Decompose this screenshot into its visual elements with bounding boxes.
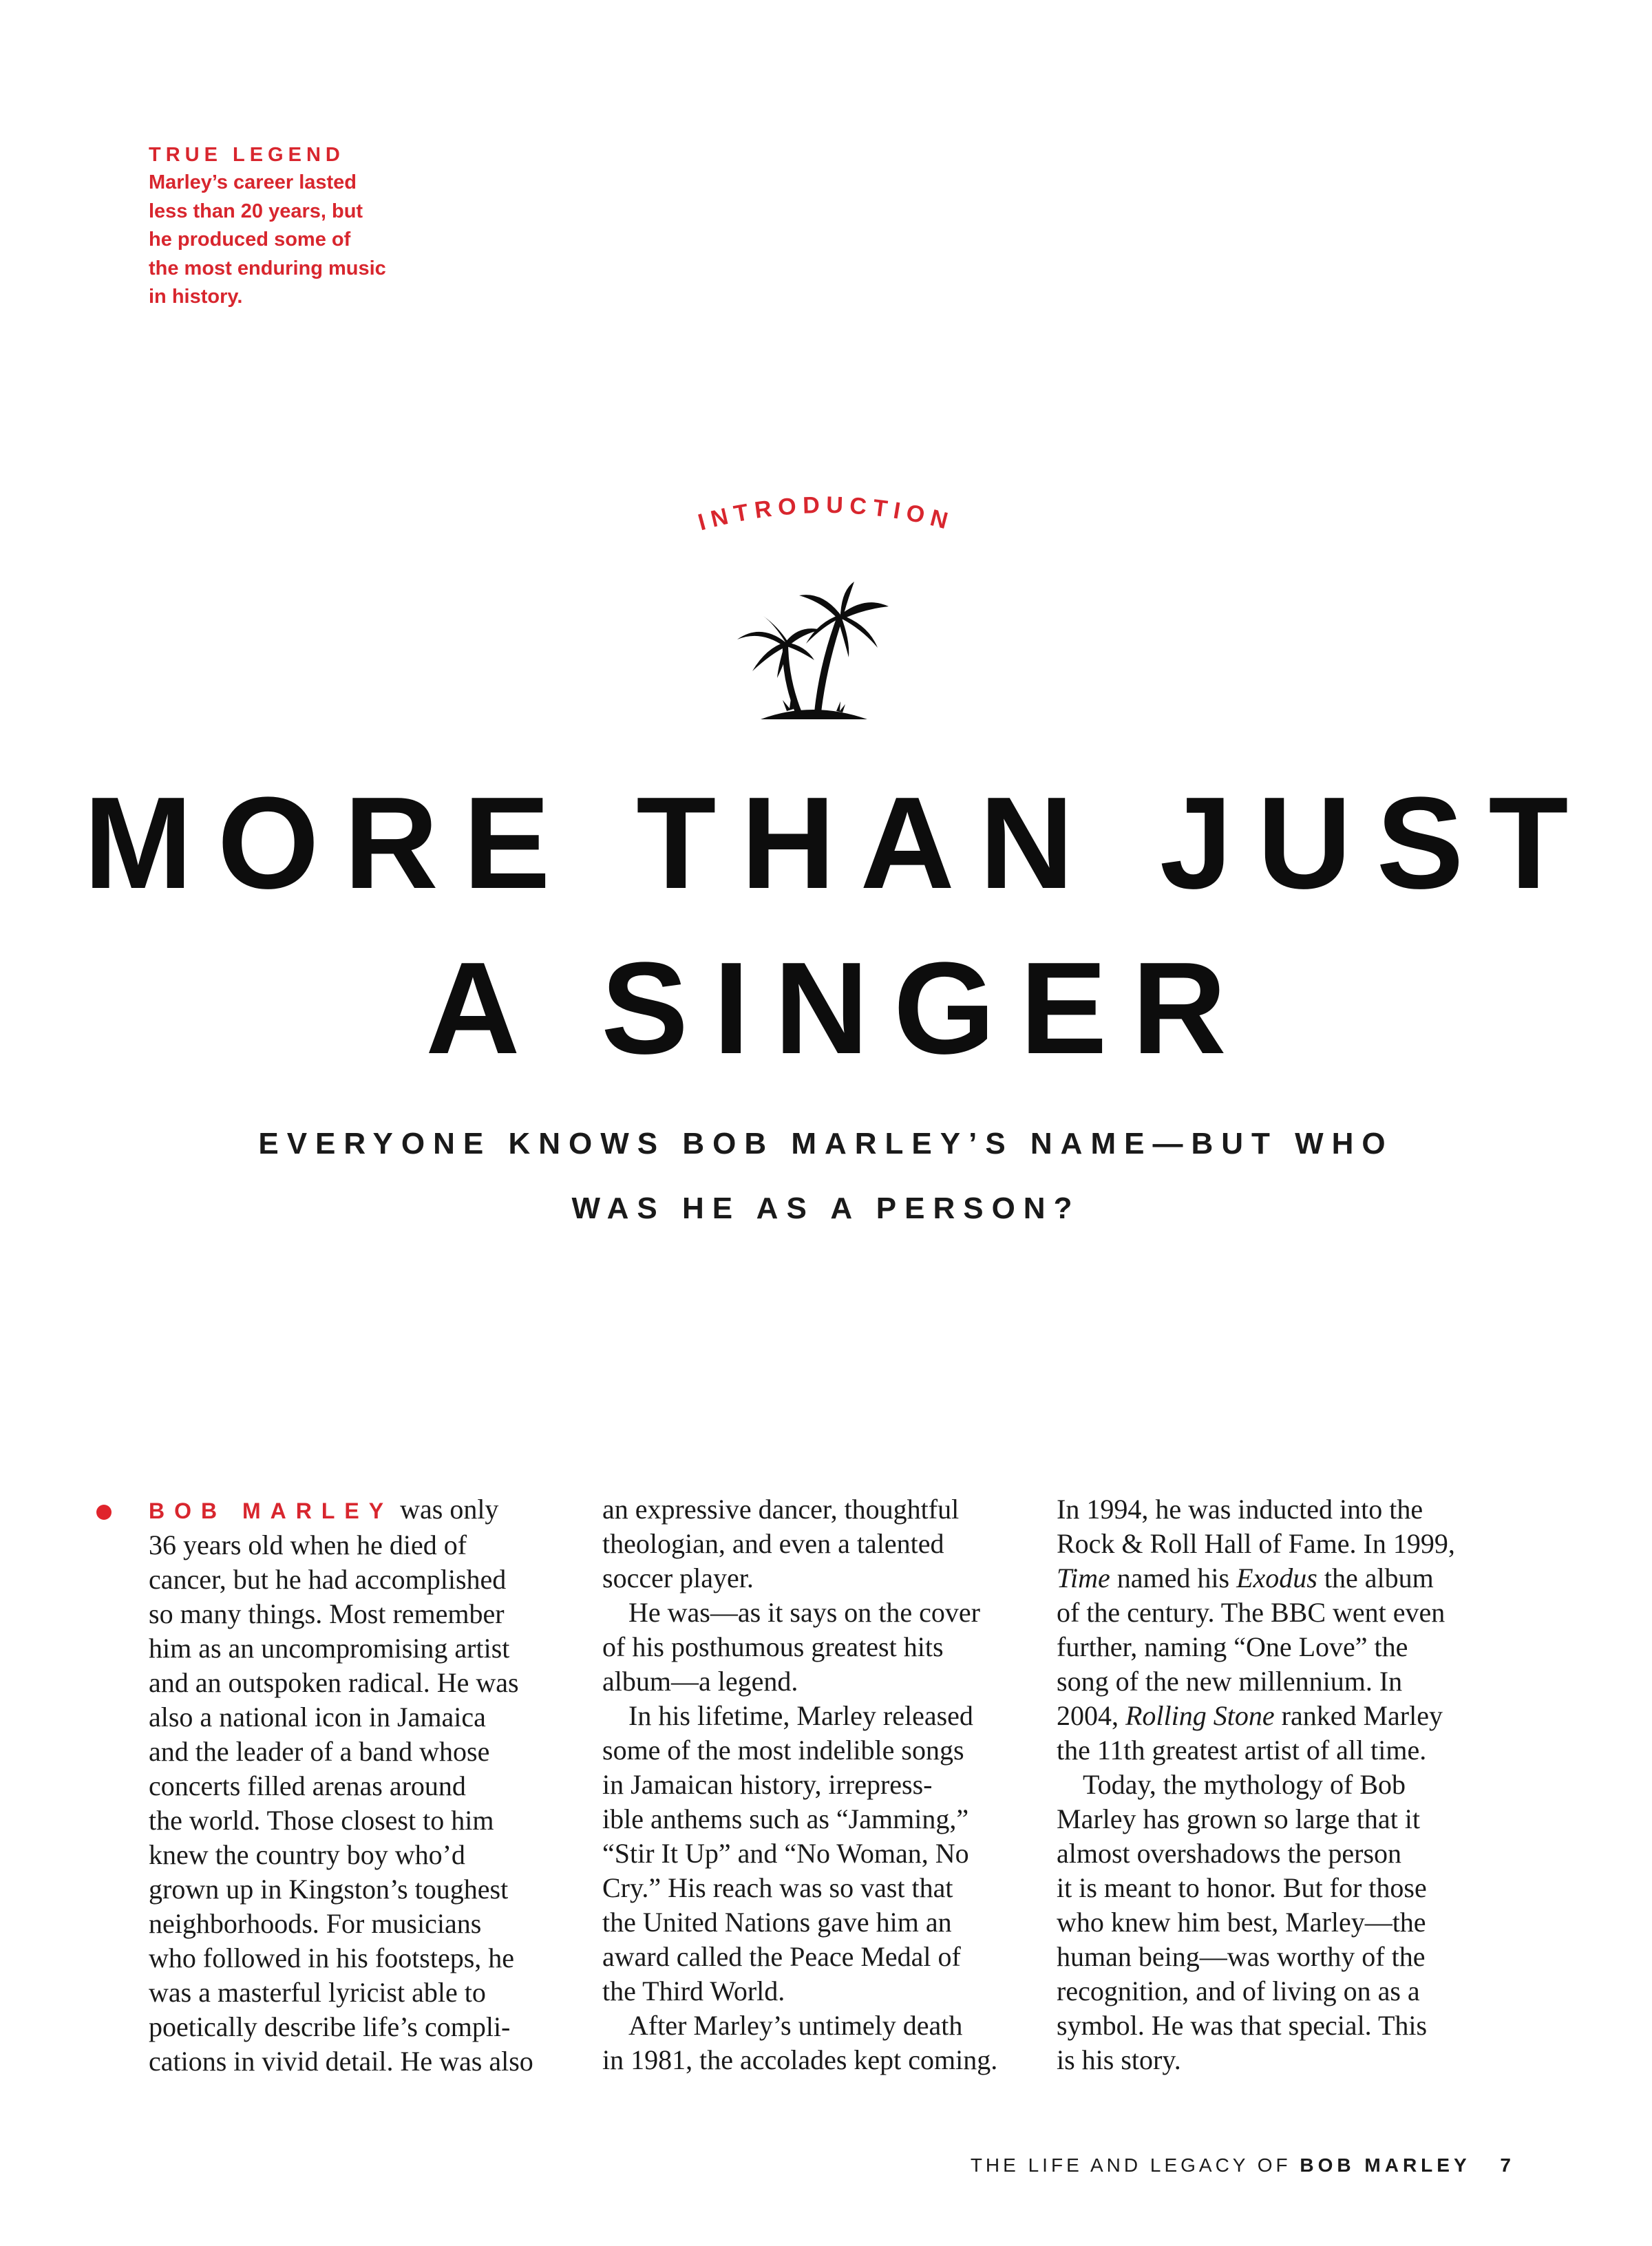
body-line: human being—was worthy of the [1057,1941,1426,1972]
body-line: the world. Those closest to him [149,1805,494,1836]
body-line [1057,1561,1476,1596]
body-line: concerts filled arenas around [149,1770,466,1801]
body-line: the 11th greatest artist of all time. [1057,1735,1427,1766]
body-line: the Third World. [602,1975,785,2006]
magazine-title: Rolling Stone [1125,1700,1275,1731]
body-line: grown up in Kingston’s toughest [149,1874,509,1905]
caption-line: he produced some of [149,229,351,251]
body-line: neighborhoods. For musicians [149,1908,482,1939]
magazine-title: Time [1057,1562,1110,1593]
deck-subtitle [0,1112,1652,1241]
body-line: song of the new millennium. In [1057,1666,1403,1697]
body-line: was a masterful lyricist able to [149,1977,486,2008]
section-label-text: INTRODUCTION [695,491,957,536]
body-line: In 1994, he was inducted into the [1057,1494,1423,1525]
body-line: is his story. [1057,2044,1181,2075]
section-label [620,454,1032,558]
body-text: named his [1110,1562,1237,1593]
body-line: soccer player. [602,1562,754,1593]
caption-line: Marley’s career lasted [149,171,357,193]
body-column-3 [1057,1492,1476,2077]
body-line: “Stir It Up” and “No Woman, No [602,1838,969,1869]
photo-caption [149,141,445,312]
body-line: it is meant to honor. But for those [1057,1872,1427,1903]
palm-trees-icon [733,582,891,726]
footer-prefix: THE LIFE AND LEGACY OF [970,2154,1291,2176]
headline-line-2: A SINGER [425,935,1251,1081]
body-line: of his posthumous greatest hits [602,1631,944,1662]
body-line: in Jamaican history, irrepress- [602,1769,933,1800]
lead-bullet-icon [96,1505,112,1520]
body-text: was only [393,1494,499,1525]
body-text: ranked Marley [1274,1700,1443,1731]
page-footer [971,2154,1514,2176]
lead-in: BOB MARLEY [149,1498,394,1523]
body-line: Rock & Roll Hall of Fame. In 1999, [1057,1528,1455,1559]
deck-line-1: EVERYONE KNOWS BOB MARLEY’S NAME—BUT WHO [258,1127,1394,1161]
body-line: almost overshadows the person [1057,1838,1402,1869]
caption-text [149,169,445,312]
body-line: 36 years old when he died of [149,1529,467,1560]
body-column-1 [149,1492,569,2079]
body-text: the album [1317,1562,1434,1593]
body-line [1057,1699,1476,1733]
body-line: him as an uncompromising artist [149,1633,510,1664]
body-line: Cry.” His reach was so vast that [602,1872,953,1903]
body-line: award called the Peace Medal of [602,1941,961,1972]
caption-line: less than 20 years, but [149,200,363,222]
body-line: In his lifetime, Marley released [628,1700,973,1731]
body-line: Today, the mythology of Bob [1083,1769,1406,1800]
body-line: further, naming “One Love” the [1057,1631,1408,1662]
body-line: ible anthems such as “Jamming,” [602,1803,969,1834]
body-line: the United Nations gave him an [602,1907,952,1938]
body-line: He was—as it says on the cover [628,1597,980,1628]
body-line: so many things. Most remember [149,1598,505,1629]
body-line: who knew him best, Marley—the [1057,1907,1426,1938]
body-line: and the leader of a band whose [149,1736,490,1767]
page-number: 7 [1500,2154,1514,2176]
body-line: who followed in his footsteps, he [149,1942,515,1973]
body-line: Marley has grown so large that it [1057,1803,1421,1834]
body-text: 2004, [1057,1700,1125,1731]
body-line: cations in vivid detail. He was also [149,2046,533,2077]
svg-text:INTRODUCTION [695,492,956,536]
body-line: After Marley’s untimely death [628,2010,963,2041]
body-line: poetically describe life’s compli- [149,2011,511,2042]
body-line: cancer, but he had accomplished [149,1564,507,1595]
headline-line-1: MORE THAN JUST [83,770,1593,916]
body-line: in 1981, the accolades kept coming. [602,2044,998,2075]
body-line: also a national icon in Jamaica [149,1702,486,1733]
body-line: theologian, and even a talented [602,1528,944,1559]
body-line: and an outspoken radical. He was [149,1667,519,1698]
headline [0,761,1652,1091]
album-title: Exodus [1236,1562,1317,1593]
body-line: of the century. The BBC went even [1057,1597,1446,1628]
body-line: album—a legend. [602,1666,798,1697]
deck-line-2: WAS HE AS A PERSON? [571,1191,1081,1225]
body-line: knew the country boy who’d [149,1839,465,1870]
body-column-2 [602,1492,1022,2077]
body-line: an expressive dancer, thoughtful [602,1494,960,1525]
body-line: some of the most indelible songs [602,1735,964,1766]
caption-label: TRUE LEGEND [149,144,345,166]
body-line: recognition, and of living on as a [1057,1975,1420,2006]
body-line [149,1492,569,1528]
caption-line: the most enduring music [149,257,386,279]
caption-line: in history. [149,286,243,308]
body-line: symbol. He was that special. This [1057,2010,1428,2041]
footer-subject: BOB MARLEY [1300,2154,1471,2176]
